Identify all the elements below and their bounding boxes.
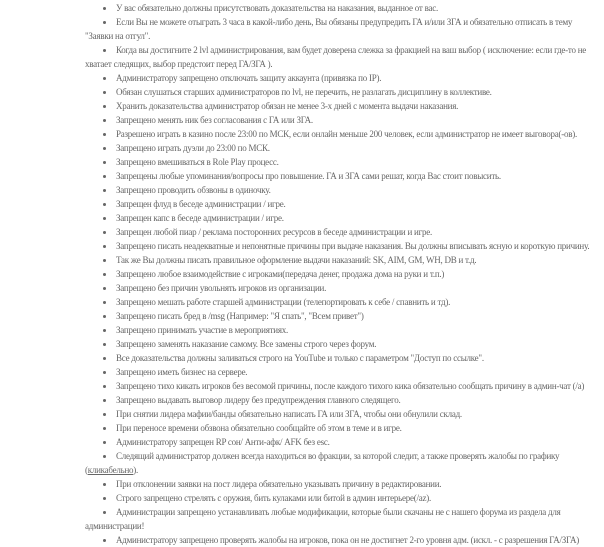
rule-item: • Запрещено мешать работе старшей администрации (телепортировать к себе / спавнить и тд). (85, 295, 600, 309)
rule-item: • Запрещено принимать участие в мероприятиях. (85, 323, 600, 337)
rule-item: • Запрещено заменять наказание самому. Все замены строго через форум. (85, 337, 600, 351)
rule-item: • Запрещено иметь бизнес на сервере. (85, 365, 600, 379)
rule-item: • Следящий администратор должен всегда находиться во фракции, за которой следит, а также проверять жалобы по графику (кликабельно). (85, 449, 600, 477)
rule-item: • Запрещено выдавать выговор лидеру без предупреждения главного следящего. (85, 393, 600, 407)
rule-item: • Администратору запрещен RP сон/ Анти-афк/ AFK без esc. (85, 435, 600, 449)
rule-item: • Запрещено проводить обзвоны в одиночку. (85, 183, 600, 197)
rule-item: • Запрещен флуд в беседе администрации / игре. (85, 197, 600, 211)
rule-item: • Обязан слушаться старших администраторов по lvl, не перечить, не разлагать дисциплину в коллективе. (85, 85, 600, 99)
schedule-link[interactable]: кликабельно (87, 465, 134, 475)
rule-item: • Если Вы не можете отыграть 3 часа в какой-либо день, Вы обязаны предупредить ГА и/или ЗГА и обязательно отписать в тему "Заявки на отгул". (85, 15, 600, 43)
rule-item: • Запрещено менять ник без согласования с ГА или ЗГА. (85, 113, 600, 127)
rule-item: • Все доказательства должны заливаться строго на YouTube и только с параметром "Доступ по ссылке". (85, 351, 600, 365)
rule-item: • Запрещено играть дуэли до 23:00 по МСК. (85, 141, 600, 155)
rule-item: • Так же Вы должны писать правильное оформление выдачи наказаний: SK, AIM, GM, WH, DB и т.д. (85, 253, 600, 267)
rule-item: • При отклонении заявки на пост лидера обязательно указывать причину в редактировании. (85, 477, 600, 491)
rule-item: • Запрещено тихо кикать игроков без весомой причины, после каждого тихого кика обязательно сообщать причину в админ-чат (/a) (85, 379, 600, 393)
rule-item: • Запрещено вмешиваться в Role Play процесс. (85, 155, 600, 169)
rule-item: • Запрещено писать бред в /msg (Например: "Я спать", "Всем привет") (85, 309, 600, 323)
rule-item: • При переносе времени обзвона обязательно сообщайте об этом в теме и в игре. (85, 421, 600, 435)
rule-item: • Запрещено любое взаимодействие с игроками(передача денег, продажа дома на руки и т.п.) (85, 267, 600, 281)
rule-item: • Запрещено без причин увольнять игроков из организации. (85, 281, 600, 295)
rule-item: • У вас обязательно должны присутствовать доказательства на наказания, выданное от вас. (85, 1, 600, 15)
rule-item: • Администратору запрещено проверять жалобы на игроков, пока он не достигнет 2-го уровня адм. (искл. - с разрешения ГА/ЗГА) (85, 533, 600, 547)
rule-item: • Запрещен капс в беседе администрации / игре. (85, 211, 600, 225)
rule-item: • Когда вы достигните 2 lvl администрирования, вам будет доверена слежка за фракцией на ваш выбор ( исключение: если где-то не хватает следящих, выбор предстоит перед ГА/ЗГА ). (85, 43, 600, 71)
rule-item: • Хранить доказательства администратор обязан не менее 3-х дней с момента выдачи наказания. (85, 99, 600, 113)
rule-item: • Запрещен любой пиар / реклама посторонних ресурсов в беседе администрации и игре. (85, 225, 600, 239)
rule-item: • Администрации запрещено устанавливать любые модификации, которые были скачаны не с нашего форума из раздела для администрации! (85, 505, 600, 533)
rule-item: • Запрещено писать неадекватные и непонятные причины при выдаче наказания. Вы должны вписывать ясную и короткую причину. (85, 239, 600, 253)
rule-item: • Строго запрещено стрелять с оружия, бить кулаками или битой в админ интерьере(/az). (85, 491, 600, 505)
rule-item: • Запрещены любые упоминания/вопросы про повышение. ГА и ЗГА сами решат, когда Вас стоит повысить. (85, 169, 600, 183)
rule-item: • При снятии лидера мафии/банды обязательно написать ГА или ЗГА, чтобы они обнулили склад. (85, 407, 600, 421)
rule-item: • Администратору запрещено отключать защиту аккаунта (привязка по IP). (85, 71, 600, 85)
rule-item: • Разрешено играть в казино после 23:00 по МСК, если онлайн меньше 200 человек, если администратор не имеет выговора(-ов). (85, 127, 600, 141)
